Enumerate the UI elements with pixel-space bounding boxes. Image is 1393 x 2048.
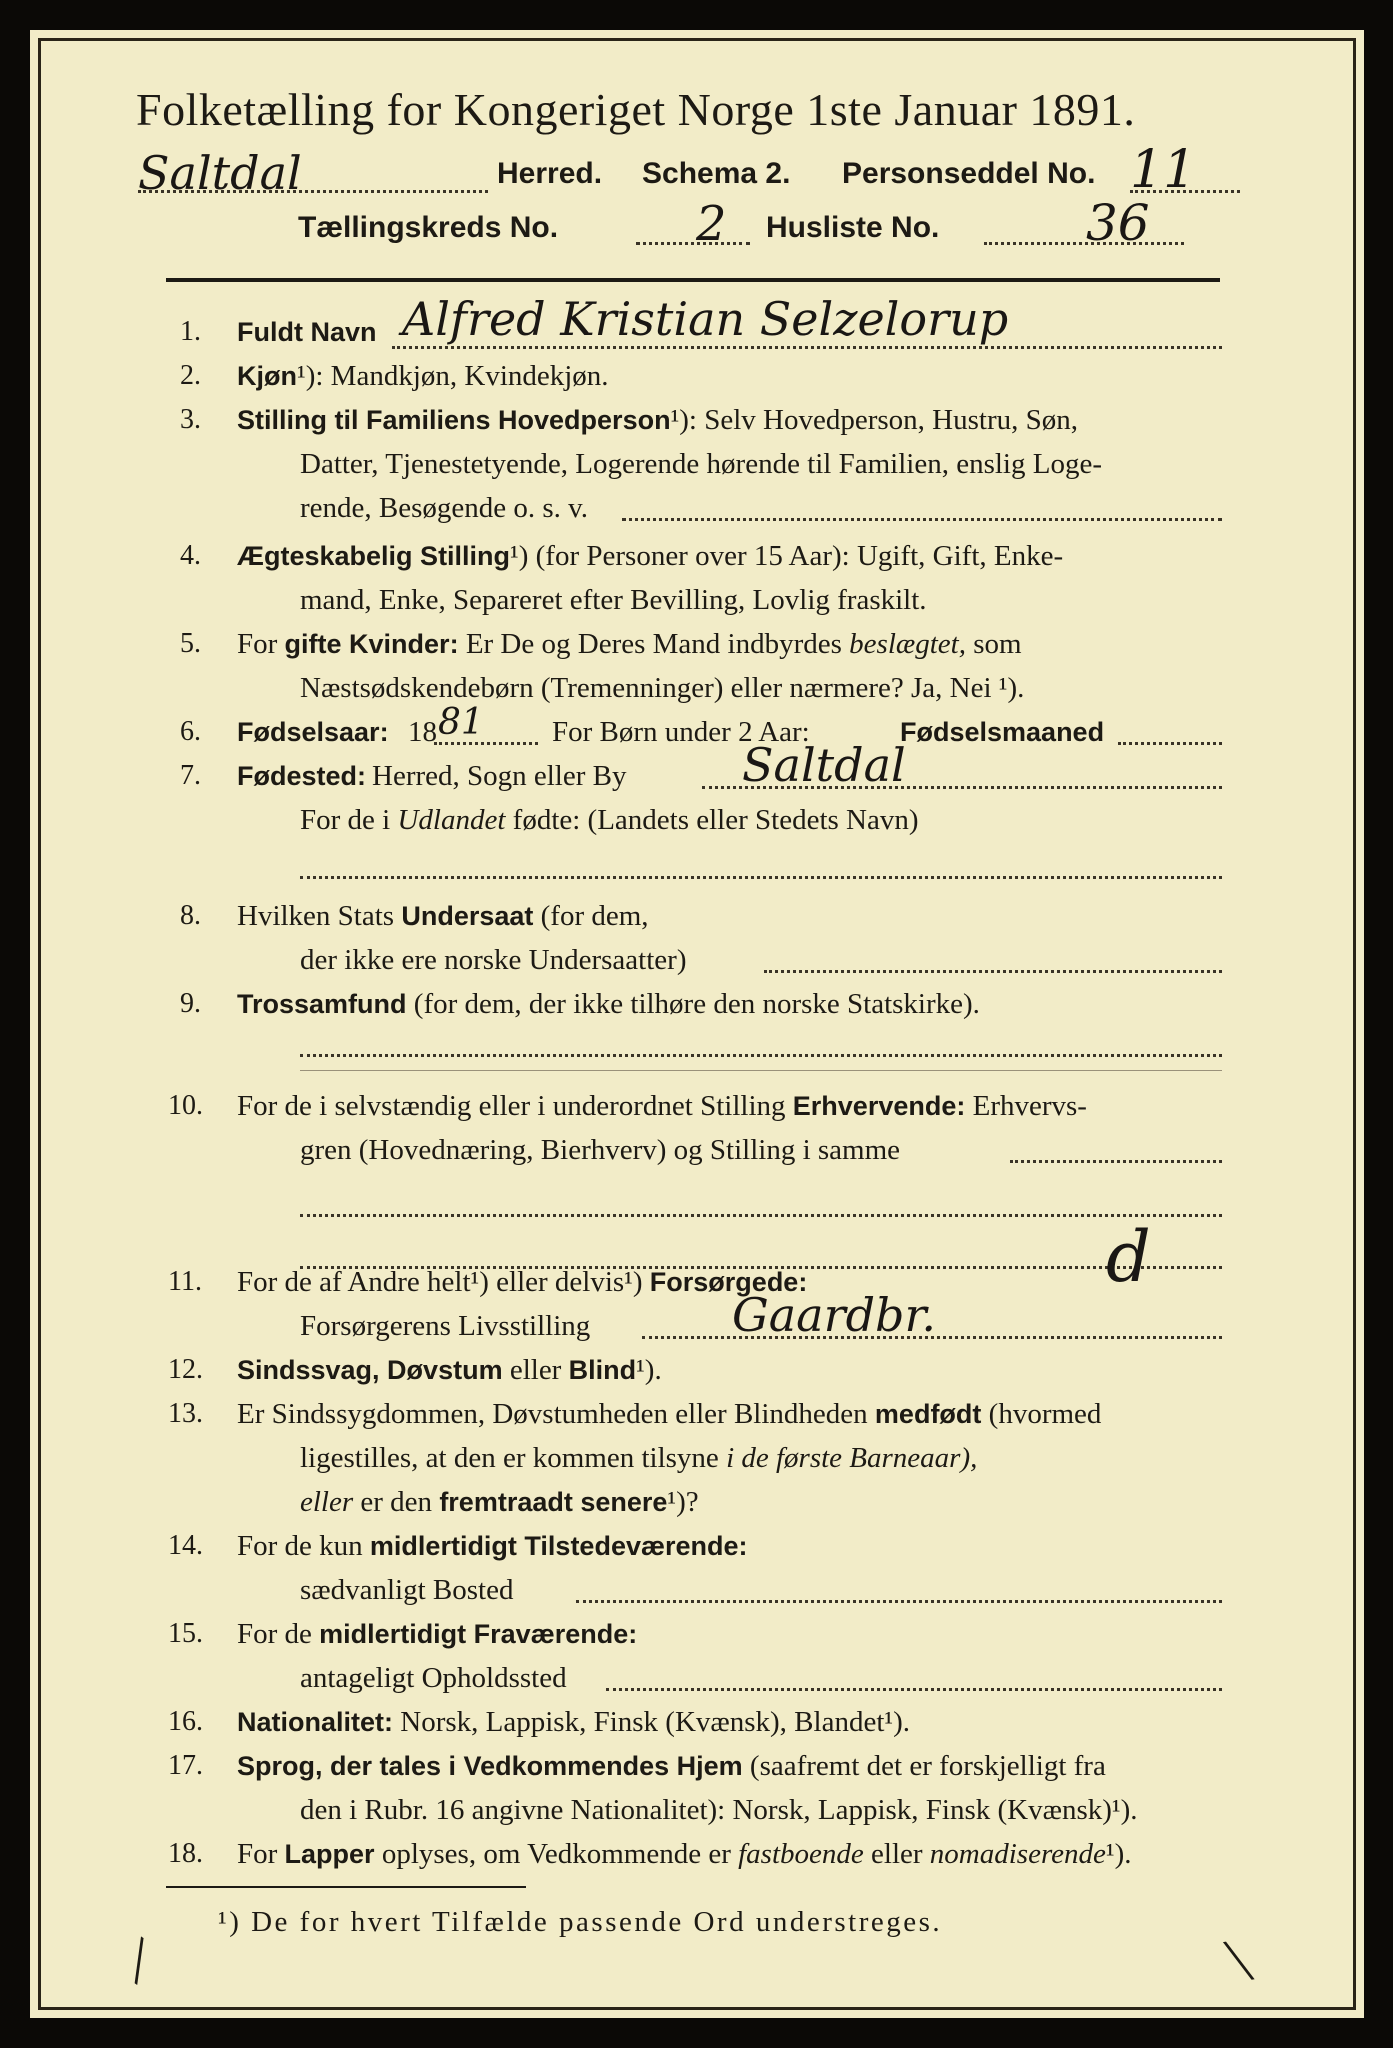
- q7-line2: [300, 802, 919, 838]
- q13-label: medfødt: [874, 1399, 982, 1429]
- abroad-dotted-line: [300, 876, 1222, 879]
- husliste-dotted-line: [984, 242, 1184, 245]
- corner-mark-right: ╲: [1224, 1939, 1253, 1983]
- q10-text-b: Erhvervs-: [972, 1090, 1087, 1122]
- q12-mid: eller: [509, 1354, 562, 1386]
- q2-options: ¹): Mandkjøn, Kvindekjøn.: [297, 360, 609, 392]
- q12-line1: [237, 1352, 662, 1388]
- q5-pre: For: [237, 628, 278, 660]
- q5-text-b: som: [973, 628, 1022, 660]
- q4-line1: [237, 538, 1063, 574]
- q7-line2-b: fødte: (Landets eller Stedets Navn): [512, 804, 919, 836]
- q11-text: For de af Andre helt¹) eller delvis¹): [237, 1266, 643, 1298]
- q8-dotted-line: [764, 970, 1222, 973]
- q14-label: midlertidigt Tilstedeværende:: [369, 1531, 748, 1561]
- q16-options: Norsk, Lappisk, Finsk (Kvænsk), Blandet¹).: [400, 1706, 910, 1738]
- q15-line2: antageligt Opholdssted: [300, 1662, 567, 1694]
- item-number: 2.: [180, 360, 201, 391]
- q3-options-2: Datter, Tjenestetyende, Logerende hørende til Familien, enslig Loge-: [300, 448, 1102, 480]
- item-number: 4.: [180, 540, 201, 571]
- q15-line1: [237, 1616, 637, 1652]
- birth-year-value: 81: [438, 702, 484, 743]
- q14-pre: For de kun: [237, 1530, 363, 1562]
- q13-line3: [300, 1484, 699, 1520]
- q15-dotted-line: [606, 1688, 1222, 1691]
- item-number: 8.: [180, 900, 201, 931]
- q17-line1: [237, 1748, 1106, 1784]
- birth-month-dotted-line: [1118, 742, 1222, 745]
- q13-line2-italic: i de første Barneaar),: [726, 1442, 978, 1474]
- q9-text: (for dem, der ikke tilhøre den norske Statskirke).: [413, 988, 980, 1020]
- item-number: 6.: [180, 716, 201, 747]
- q17-label: Sprog, der tales i Vedkommendes Hjem: [237, 1751, 743, 1781]
- q12-label-2: Blind: [568, 1355, 637, 1385]
- q9-label: Trossamfund: [237, 989, 407, 1019]
- q8-label: Undersaat: [401, 901, 534, 931]
- q18-line1: [237, 1836, 1132, 1872]
- item-number: 3.: [180, 404, 201, 435]
- q10-text-a: For de i selvstændig eller i underordnet Stilling: [237, 1090, 786, 1122]
- q18-pre: For: [237, 1838, 278, 1870]
- q16-label: Nationalitet:: [237, 1707, 394, 1737]
- husliste-label: Husliste No.: [766, 211, 940, 244]
- q13-line3-a: er den: [360, 1486, 433, 1518]
- q13-text-a: Er Sindssygdommen, Døvstumheden eller Blindheden: [237, 1398, 868, 1430]
- q14-dotted-line: [576, 1600, 1222, 1603]
- herred-dotted-line: [138, 190, 488, 193]
- q10-dotted-line-2: [300, 1214, 1222, 1217]
- q6-label: Fødselsaar:: [237, 717, 389, 747]
- q6-mid: For Børn under 2 Aar:: [552, 716, 810, 748]
- q7-line1: Herred, Sogn eller By: [372, 760, 627, 792]
- q2-line: [237, 358, 609, 394]
- q13-text-b: (hvormed: [988, 1398, 1102, 1430]
- q2-label: Kjøn: [237, 361, 297, 391]
- herred-value: Saltdal: [138, 146, 302, 200]
- name-value: Alfred Kristian Selzelorup: [402, 292, 1009, 346]
- q4-options-2: mand, Enke, Separeret efter Bevilling, Lovlig fraskilt.: [300, 584, 927, 616]
- item-number: 11.: [168, 1266, 202, 1297]
- q11-label: Forsørgede:: [649, 1267, 808, 1297]
- taellingskreds-dotted-line: [636, 242, 750, 245]
- item-number: 7.: [180, 760, 201, 791]
- q3-options-1: ¹): Selv Hovedperson, Hustru, Søn,: [670, 404, 1078, 436]
- item-number: 15.: [168, 1618, 203, 1649]
- forsorger-mark: d: [1106, 1216, 1151, 1298]
- q14-line2: sædvanligt Bosted: [300, 1574, 514, 1606]
- q17-line2: den i Rubr. 16 angivne Nationalitet): Norsk, Lappisk, Finsk (Kvænsk)¹).: [300, 1794, 1138, 1826]
- q7-line2-a: For de i: [300, 804, 391, 836]
- item-number: 12.: [168, 1354, 203, 1385]
- item-number: 14.: [168, 1530, 203, 1561]
- q5-line2: Næstsødskendebørn (Tremenninger) eller nærmere? Ja, Nei ¹).: [300, 672, 1025, 704]
- q14-line1: [237, 1528, 748, 1564]
- item-number: 16.: [168, 1706, 203, 1737]
- q13-line2-a: ligestilles, at den er kommen tilsyne: [300, 1442, 719, 1474]
- q4-label: Ægteskabelig Stilling: [237, 541, 511, 571]
- q8-line2: der ikke ere norske Undersaatter): [300, 944, 687, 976]
- schema-label: Schema 2.: [642, 157, 791, 190]
- personseddel-no-value: 11: [1130, 140, 1197, 200]
- item-number: 9.: [180, 988, 201, 1019]
- item-number: 1.: [180, 316, 201, 347]
- q13-line1: [237, 1396, 1101, 1432]
- q16-line1: [237, 1704, 910, 1740]
- q8-text-b: (for dem,: [540, 900, 649, 932]
- birthplace-value: Saltdal: [742, 738, 906, 792]
- census-form-sheet: [30, 30, 1364, 2018]
- q6-year-prefix: 18: [408, 716, 437, 748]
- birthplace-dotted-line: [702, 786, 1222, 789]
- q9-dotted-line: [300, 1054, 1222, 1057]
- q10-line1: [237, 1088, 1087, 1124]
- forsorger-livsstilling-value: Gaardbr.: [732, 1288, 937, 1342]
- q18-text-c: ¹).: [1105, 1838, 1132, 1870]
- husliste-no-value: 36: [1086, 194, 1150, 252]
- q8-line1: [237, 898, 649, 934]
- q12-label: Sindssvag, Døvstum: [237, 1355, 503, 1385]
- taellingskreds-no-value: 2: [696, 196, 727, 252]
- q17-text: (saafremt det er forskjelligt fra: [749, 1750, 1106, 1782]
- q5-text-italic: beslægtet,: [849, 628, 966, 660]
- birth-year-dotted-line: [434, 742, 538, 745]
- taellingskreds-label: Tællingskreds No.: [298, 211, 559, 244]
- q7-line2-italic: Udlandet: [397, 804, 506, 836]
- q18-italic-1: fastboende: [738, 1838, 864, 1870]
- q3-label: Stilling til Familiens Hovedperson: [237, 405, 671, 435]
- q5-line1: [237, 626, 1022, 662]
- q13-line3-b: ¹)?: [667, 1486, 699, 1518]
- q9-line1: [237, 986, 980, 1022]
- q7-label: Fødested:: [237, 761, 367, 791]
- q3-line1: [237, 402, 1078, 438]
- item-number: 13.: [168, 1398, 203, 1429]
- q13-label-2: fremtraadt senere: [439, 1487, 668, 1517]
- q4-options-1: ¹) (for Personer over 15 Aar): Ugift, Gift, Enke-: [510, 540, 1064, 572]
- q15-label: midlertidigt Fraværende:: [319, 1619, 638, 1649]
- item-number: 5.: [180, 628, 201, 659]
- q18-label: Lapper: [284, 1839, 375, 1869]
- corner-mark-left: ╲: [118, 1938, 160, 1984]
- q13-line2: [300, 1440, 977, 1476]
- name-dotted-line: [392, 346, 1222, 349]
- q6-month-label: Fødselsmaaned: [900, 717, 1105, 747]
- personseddel-label: Personseddel No.: [842, 157, 1096, 190]
- item-number: 10.: [168, 1090, 203, 1121]
- q18-italic-2: nomadiserende: [929, 1838, 1106, 1870]
- item-number: 17.: [168, 1750, 203, 1781]
- q12-rest: ¹).: [636, 1354, 662, 1386]
- q11-line2: Forsørgerens Livsstilling: [300, 1310, 591, 1342]
- q11-dotted-line: [642, 1336, 1222, 1339]
- q11-line1: [237, 1264, 807, 1300]
- q18-text-a: oplyses, om Vedkommende er: [381, 1838, 731, 1870]
- q10-dotted-line-1: [1010, 1160, 1222, 1163]
- q5-text-a: Er De og Deres Mand indbyrdes: [465, 628, 842, 660]
- q15-pre: For de: [237, 1618, 312, 1650]
- footnote-rule: [166, 1886, 526, 1888]
- divider-rule: [300, 1070, 1222, 1071]
- q1-label: Fuldt Navn: [237, 317, 377, 347]
- item-number: 18.: [168, 1838, 203, 1869]
- q3-dotted-line: [622, 518, 1222, 521]
- q5-label: gifte Kvinder:: [284, 629, 459, 659]
- q10-label: Erhvervende:: [792, 1091, 966, 1121]
- herred-label: Herred.: [497, 157, 603, 190]
- form-title: Folketælling for Kongeriget Norge 1ste Januar 1891.: [136, 84, 1136, 135]
- q3-options-3: rende, Besøgende o. s. v.: [300, 492, 589, 524]
- q8-text-a: Hvilken Stats: [237, 900, 395, 932]
- header-rule: [166, 278, 1220, 282]
- q10-line2: gren (Hovednæring, Bierhverv) og Stilling i samme: [300, 1134, 901, 1166]
- q13-line3-italic: eller: [300, 1486, 354, 1518]
- personseddel-dotted-line: [1130, 190, 1240, 193]
- q18-text-b: eller: [871, 1838, 923, 1870]
- footnote: ¹) De for hvert Tilfælde passende Ord understreges.: [218, 1906, 943, 1938]
